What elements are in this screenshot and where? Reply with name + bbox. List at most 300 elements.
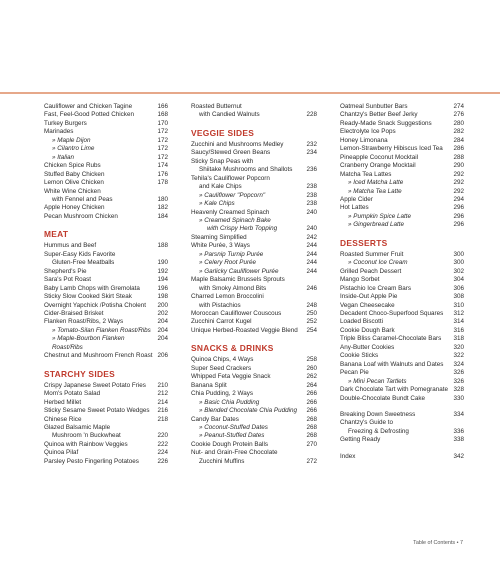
page-number: 266	[306, 398, 317, 406]
page-number: 324	[453, 360, 464, 368]
page-number: 316	[453, 326, 464, 334]
toc-subentry[interactable]	[191, 432, 317, 440]
page-number: 326	[453, 369, 464, 377]
page-number: 328	[453, 386, 464, 394]
toc-entry[interactable]	[340, 419, 464, 427]
toc-entry[interactable]	[191, 373, 317, 381]
entry-title: Triple Bliss Caramel-Chocolate Bars	[340, 335, 442, 343]
entry-title: Mushroom 'n Buckwheat	[52, 432, 121, 440]
toc-subentry[interactable]	[44, 137, 168, 145]
toc-subentry[interactable]	[191, 225, 317, 233]
section-heading: DESSERTS	[340, 237, 388, 248]
entry-title: Hummus and Beef	[44, 242, 97, 250]
entry-title: » Cauliflower "Popcorn"	[199, 191, 266, 199]
entry-title: Marinades	[44, 128, 74, 136]
page-number: 296	[453, 212, 464, 220]
toc-entry[interactable]	[191, 327, 317, 335]
page-number: 176	[157, 170, 168, 178]
toc-entry[interactable]	[191, 310, 317, 318]
section-heading: STARCHY SIDES	[44, 368, 116, 379]
entry-title: Pistachio Ice Cream Bars	[340, 284, 412, 292]
toc-entry[interactable]	[340, 204, 464, 212]
toc-entry[interactable]	[191, 209, 317, 217]
section-heading: VEGGIE SIDES	[191, 127, 255, 138]
entry-title: Sticky Snap Peas with	[191, 157, 254, 165]
toc-subentry[interactable]	[191, 259, 317, 267]
toc-entry[interactable]	[44, 259, 168, 267]
entry-title: Candy Bar Dates	[191, 415, 239, 423]
toc-entry[interactable]	[191, 234, 317, 242]
toc-entry[interactable]	[44, 285, 168, 293]
entry-title: Roasted Butternut	[191, 103, 242, 110]
header-rule	[0, 92, 500, 94]
page-number: 240	[306, 225, 317, 233]
entry-title: Chantzy's Guide to	[340, 419, 394, 427]
toc-entry[interactable]	[44, 276, 168, 284]
page-number: 194	[157, 276, 168, 284]
toc-entry[interactable]	[340, 361, 464, 369]
toc-subentry[interactable]	[340, 259, 464, 267]
toc-entry[interactable]	[44, 399, 168, 407]
entry-title: » Peanut-Stuffed Dates	[199, 432, 265, 440]
entry-title: Sticky Sesame Sweet Potato Wedges	[44, 407, 150, 415]
page-number: 306	[453, 284, 464, 292]
entry-title: Decadent Choco-Superfood Squares	[340, 309, 444, 317]
toc-entry[interactable]	[340, 103, 464, 111]
page-number: 204	[157, 318, 168, 326]
spacer	[340, 403, 464, 411]
toc-entry[interactable]	[191, 183, 317, 191]
toc-entry[interactable]	[191, 158, 317, 166]
toc-entry[interactable]	[340, 335, 464, 343]
entry-title: Hot Lattes	[340, 204, 369, 212]
entry-title: Unique Herbed-Roasted Veggie Blend	[191, 326, 298, 334]
toc-entry[interactable]	[44, 204, 168, 212]
entry-title: Whipped Feta Veggie Snack	[191, 373, 271, 381]
entry-title: » Mini Pecan Tartlets	[348, 377, 407, 385]
page-number: 304	[453, 276, 464, 284]
entry-title: Roasted Summer Fruit	[340, 250, 404, 258]
page-number: 212	[157, 390, 168, 398]
toc-entry[interactable]	[44, 407, 168, 415]
toc-entry[interactable]	[191, 175, 317, 183]
toc-entry[interactable]	[340, 171, 464, 179]
entry-title: Dark Chocolate Tart with Pomegranate	[340, 386, 449, 394]
toc-entry[interactable]	[340, 268, 464, 276]
entry-title: » Matcha Tea Latte	[348, 187, 402, 195]
entry-title: with Crispy Herb Topping	[207, 225, 278, 233]
page-number: 338	[453, 436, 464, 444]
page-number: 170	[157, 119, 168, 127]
page-number: 268	[306, 415, 317, 423]
toc-subentry[interactable]	[191, 217, 317, 225]
toc-entry[interactable]	[44, 318, 168, 326]
page-number: 248	[306, 301, 317, 309]
toc-subentry[interactable]	[340, 221, 464, 229]
page-number: 244	[306, 267, 317, 275]
toc-entry[interactable]	[44, 268, 168, 276]
entry-title: Cauliflower and Chicken Tagine	[44, 103, 133, 110]
toc-subentry[interactable]	[44, 154, 168, 162]
entry-title: Cider-Braised Brisket	[44, 309, 104, 317]
page-number: 232	[306, 140, 317, 148]
page-number: 310	[453, 301, 464, 309]
page-number: 326	[453, 377, 464, 385]
toc-entry[interactable]	[340, 137, 464, 145]
entry-title: Electrolyte Ice Pops	[340, 128, 396, 136]
toc-entry[interactable]	[44, 352, 168, 360]
toc-entry[interactable]	[191, 302, 317, 310]
toc-entry[interactable]	[191, 390, 317, 398]
page-number: 224	[157, 449, 168, 457]
toc-entry[interactable]	[44, 251, 168, 259]
page-number: 264	[306, 381, 317, 389]
entry-title: White Purée, 3 Ways	[191, 242, 250, 250]
toc-entry[interactable]	[44, 382, 168, 390]
entry-title: Heavenly Creamed Spinach	[191, 208, 270, 216]
toc-entry[interactable]	[340, 293, 464, 301]
toc-column-2	[191, 103, 317, 466]
toc-entry[interactable]	[340, 327, 464, 335]
entry-title: Lemon Olive Chicken	[44, 179, 104, 187]
toc-subentry[interactable]	[44, 335, 168, 352]
page-number: 172	[157, 145, 168, 153]
page-number: 322	[453, 352, 464, 360]
toc-entry[interactable]	[340, 369, 464, 377]
entry-title: Parsley Pesto Fingerling Potatoes	[44, 457, 139, 465]
toc-entry[interactable]	[340, 145, 464, 153]
page-number: 282	[453, 128, 464, 136]
toc-entry[interactable]	[191, 103, 317, 111]
entry-title: » Blended Chocolate Chia Pudding	[199, 407, 298, 415]
toc-entry[interactable]	[44, 188, 168, 196]
toc-entry[interactable]	[191, 441, 317, 449]
entry-title: Cookie Dough Bark	[340, 326, 395, 334]
page-number: 254	[306, 326, 317, 334]
toc-subentry[interactable]	[191, 192, 317, 200]
entry-title: Tehila's Cauliflower Popcorn	[191, 174, 270, 182]
toc-entry[interactable]	[340, 344, 464, 352]
page-number: 238	[306, 200, 317, 208]
entry-title: Matcha Tea Lattes	[340, 170, 392, 178]
page-number: 198	[157, 293, 168, 301]
toc-entry[interactable]	[191, 365, 317, 373]
entry-title: Crispy Japanese Sweet Potato Fries	[44, 381, 146, 389]
toc-entry[interactable]	[191, 276, 317, 284]
page-number: 268	[306, 432, 317, 440]
toc-entry[interactable]	[44, 390, 168, 398]
entry-title: Zucchini Muffins	[199, 457, 245, 465]
toc-entry[interactable]	[44, 111, 168, 119]
entry-title: Vegan Cheesecake	[340, 301, 395, 309]
entry-title: Glazed Balsamic Maple	[44, 423, 111, 431]
entry-title: Quinoa Pilaf	[44, 449, 79, 457]
page-number: 300	[453, 250, 464, 258]
entry-title: » Coconut Ice Cream	[348, 259, 408, 267]
entry-title: Sticky Slow Cooked Skirt Steak	[44, 293, 132, 301]
entry-title: Ready-Made Snack Suggestions	[340, 119, 432, 127]
page-number: 292	[453, 179, 464, 187]
toc-entry[interactable]	[191, 111, 317, 119]
toc-entry[interactable]	[191, 382, 317, 390]
entry-title: Cookie Sticks	[340, 352, 379, 360]
toc-entry[interactable]	[340, 196, 464, 204]
entry-title: Apple Honey Chicken	[44, 204, 105, 212]
page-number: 342	[453, 452, 464, 460]
toc-entry[interactable]	[340, 453, 464, 461]
toc-subentry[interactable]	[191, 407, 317, 415]
toc-subentry[interactable]	[44, 145, 168, 153]
entry-title: Apple Cider	[340, 195, 373, 203]
toc-subentry[interactable]	[191, 399, 317, 407]
page-number: 290	[453, 162, 464, 170]
page-number: 246	[306, 284, 317, 292]
page-number: 318	[453, 335, 464, 343]
page-number: 286	[453, 145, 464, 153]
toc-entry[interactable]	[44, 449, 168, 457]
entry-title: Quinoa with Rainbow Veggies	[44, 440, 128, 448]
toc-subentry[interactable]	[191, 268, 317, 276]
entry-title: Chestnut and Mushroom French Roast	[44, 352, 153, 360]
entry-title: » Parsnip Turnip Purée	[199, 250, 264, 258]
toc-entry[interactable]	[340, 276, 464, 284]
toc-entry[interactable]	[44, 162, 168, 170]
entry-title: » Tomato-Silan Flanken Roast/Ribs	[52, 326, 151, 334]
entry-title: Chia Pudding, 2 Ways	[191, 390, 254, 398]
toc-entry[interactable]	[44, 458, 168, 466]
page-number: 270	[306, 440, 317, 448]
entry-title: White Wine Chicken	[44, 187, 101, 195]
toc-entry[interactable]	[340, 285, 464, 293]
toc-entry[interactable]	[191, 293, 317, 301]
toc-entry[interactable]	[340, 352, 464, 360]
toc-entry[interactable]	[44, 441, 168, 449]
entry-title: Fast, Feel-Good Potted Chicken	[44, 111, 134, 119]
entry-title: with Candied Walnuts	[199, 111, 260, 119]
toc-entry[interactable]	[44, 293, 168, 301]
page-number: 236	[306, 166, 317, 174]
page-number: 312	[453, 309, 464, 317]
page-number: 244	[306, 250, 317, 258]
entry-title: Moroccan Cauliflower Couscous	[191, 309, 282, 317]
toc-entry[interactable]	[340, 386, 464, 394]
toc-entry[interactable]	[191, 458, 317, 466]
page-number: 268	[306, 423, 317, 431]
entry-title: Getting Ready	[340, 436, 381, 444]
page-number: 272	[306, 457, 317, 465]
page-number: 250	[306, 309, 317, 317]
toc-entry[interactable]	[191, 285, 317, 293]
toc-entry[interactable]	[191, 318, 317, 326]
toc-entry[interactable]	[340, 154, 464, 162]
toc-entry[interactable]	[340, 411, 464, 419]
entry-title: Herbed Millet	[44, 398, 82, 406]
page-number: 222	[157, 440, 168, 448]
page-number: 172	[157, 153, 168, 161]
toc-entry[interactable]	[44, 432, 168, 440]
toc-entry[interactable]	[191, 449, 317, 457]
section-heading: MEAT	[44, 229, 69, 240]
toc-entry[interactable]	[191, 242, 317, 250]
entry-title: Shepherd's Pie	[44, 267, 87, 275]
toc-entry[interactable]	[340, 120, 464, 128]
entry-title: with Smoky Almond Bits	[199, 284, 267, 292]
toc-subentry[interactable]	[340, 179, 464, 187]
entry-title: Lemon-Strawberry Hibiscus Iced Tea	[340, 145, 443, 153]
page-number: 178	[157, 179, 168, 187]
entry-title: Flanken Roast/Ribs, 2 Ways	[44, 318, 124, 326]
page-number: 300	[453, 259, 464, 267]
toc-subentry[interactable]	[340, 213, 464, 221]
entry-title: Steaming Simplified	[191, 233, 247, 241]
page-number: 288	[453, 153, 464, 161]
toc-entry[interactable]	[340, 128, 464, 136]
page-number: 182	[157, 204, 168, 212]
toc-entry[interactable]	[44, 196, 168, 204]
page-footer: Table of Contents • 7	[413, 540, 463, 546]
toc-entry[interactable]	[340, 310, 464, 318]
page-number: 334	[453, 410, 464, 418]
toc-entry[interactable]	[44, 213, 168, 221]
toc-entry[interactable]	[44, 120, 168, 128]
entry-title: Zucchini and Mushrooms Medley	[191, 140, 284, 148]
page-number: 296	[453, 204, 464, 212]
entry-title: Quinoa Chips, 4 Ways	[191, 356, 254, 364]
entry-title: Index	[340, 452, 356, 460]
entry-title: » Cilantro Lime	[52, 145, 95, 153]
entry-title: Mango Sorbet	[340, 276, 380, 284]
entry-title: » Coconut-Stuffed Dates	[199, 423, 268, 431]
page-number: 202	[157, 309, 168, 317]
toc-subentry[interactable]	[44, 327, 168, 335]
toc-entry[interactable]	[44, 242, 168, 250]
entry-title: Nut- and Grain-Free Chocolate	[191, 449, 278, 457]
entry-title: Zucchini Carrot Kugel	[191, 318, 252, 326]
entry-title: Super-Easy Kids Favorite	[44, 250, 116, 258]
entry-title: Super Seed Crackers	[191, 364, 252, 372]
toc-entry[interactable]	[44, 424, 168, 432]
entry-title: Pineapple Coconut Mocktail	[340, 153, 419, 161]
entry-title: Charred Lemon Broccolini	[191, 293, 264, 301]
page-number: 204	[157, 335, 168, 343]
entry-title: Chantzy's Better Beef Jerky	[340, 111, 418, 119]
toc-subentry[interactable]	[340, 188, 464, 196]
toc-entry[interactable]	[44, 179, 168, 187]
page-number: 174	[157, 162, 168, 170]
entry-title: » Creamed Spinach Bake	[199, 216, 271, 224]
entry-title: with Fennel and Peas	[52, 195, 113, 203]
toc-subentry[interactable]	[191, 200, 317, 208]
entry-title: » Celery Root Purée	[199, 259, 257, 267]
toc-subentry[interactable]	[191, 251, 317, 259]
toc-entry[interactable]	[191, 356, 317, 364]
entry-title: » Italian	[52, 153, 75, 161]
entry-title: and Kale Chips	[199, 183, 242, 191]
entry-title: Cranberry Orange Mocktail	[340, 162, 416, 170]
entry-title: Chinese Rice	[44, 415, 82, 423]
page-number: 218	[157, 415, 168, 423]
page-number: 320	[453, 343, 464, 351]
toc-entry[interactable]	[340, 436, 464, 444]
page-number: 184	[157, 212, 168, 220]
toc-entry[interactable]	[340, 428, 464, 436]
page-number: 266	[306, 407, 317, 415]
page-number: 192	[157, 267, 168, 275]
entry-title: Oatmeal Sunbutter Bars	[340, 103, 408, 110]
toc-entry[interactable]	[340, 111, 464, 119]
page-number: 262	[306, 373, 317, 381]
page-number: 234	[306, 149, 317, 157]
toc-entry[interactable]	[340, 162, 464, 170]
entry-title: Inside-Out Apple Pie	[340, 293, 398, 301]
toc-subentry[interactable]	[340, 378, 464, 386]
page-number: 196	[157, 284, 168, 292]
entry-title: » Maple-Bourbon Flanken Roast/Ribs	[52, 335, 125, 351]
page-number: 168	[157, 111, 168, 119]
page-number: 294	[453, 195, 464, 203]
entry-title: Shiitake Mushrooms and Shallots	[199, 166, 293, 174]
page-number: 244	[306, 242, 317, 250]
entry-title: Pecan Pie	[340, 369, 369, 377]
toc-subentry[interactable]	[191, 424, 317, 432]
toc-entry[interactable]	[44, 416, 168, 424]
toc-entry[interactable]	[191, 149, 317, 157]
page-number: 238	[306, 183, 317, 191]
page-number: 220	[157, 432, 168, 440]
toc-entry[interactable]	[44, 302, 168, 310]
page-number: 210	[157, 381, 168, 389]
toc-entry[interactable]	[44, 171, 168, 179]
toc-entry[interactable]	[191, 166, 317, 174]
entry-title: Grilled Peach Dessert	[340, 267, 402, 275]
toc-entry[interactable]	[44, 128, 168, 136]
page-number: 188	[157, 242, 168, 250]
toc-entry[interactable]	[340, 318, 464, 326]
toc-entry[interactable]	[44, 310, 168, 318]
page-number: 266	[306, 390, 317, 398]
entry-title: Honey Limonana	[340, 136, 388, 144]
page-number: 180	[157, 195, 168, 203]
toc-entry[interactable]	[340, 302, 464, 310]
entry-title: Turkey Burgers	[44, 119, 87, 127]
toc-entry[interactable]	[340, 251, 464, 259]
page-number: 296	[453, 221, 464, 229]
entry-title: Mom's Potato Salad	[44, 390, 101, 398]
page-number: 238	[306, 191, 317, 199]
page-number: 166	[157, 103, 168, 110]
page-number: 292	[453, 170, 464, 178]
page-number: 258	[306, 356, 317, 364]
entry-title: Gluten-Free Meatballs	[52, 259, 115, 267]
entry-title: with Pistachios	[199, 301, 241, 309]
toc-entry[interactable]	[191, 141, 317, 149]
page-number: 200	[157, 301, 168, 309]
toc-entry[interactable]	[191, 416, 317, 424]
entry-title: Banana Split	[191, 381, 227, 389]
toc-entry[interactable]	[44, 103, 168, 111]
entry-title: Chicken Spice Rubs	[44, 162, 101, 170]
entry-title: » Kale Chips	[199, 200, 235, 208]
page-number: 190	[157, 259, 168, 267]
entry-title: Banana Loaf with Walnuts and Dates	[340, 360, 444, 368]
entry-title: Double-Chocolate Bundt Cake	[340, 394, 426, 402]
toc-column-1	[44, 103, 168, 466]
toc-entry[interactable]	[340, 395, 464, 403]
entry-title: » Iced Matcha Latte	[348, 179, 404, 187]
page-number: 244	[306, 259, 317, 267]
page-number: 216	[157, 407, 168, 415]
page-number: 302	[453, 267, 464, 275]
